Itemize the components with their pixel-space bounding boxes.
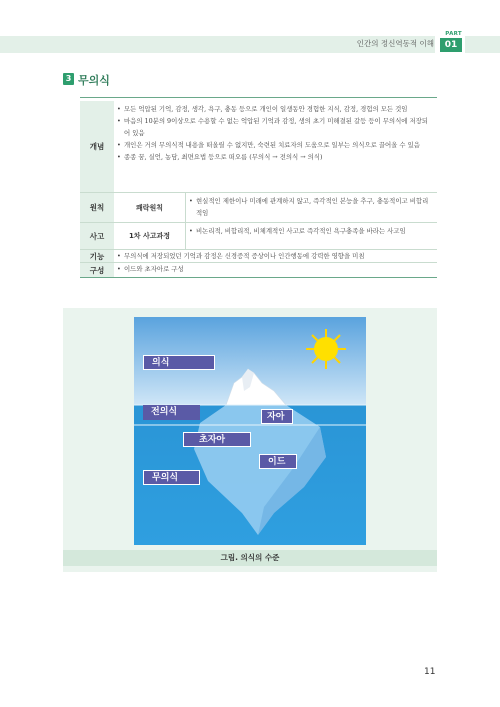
iceberg-figure	[63, 308, 437, 572]
bullet-item: • 종종 꿈, 실언, 농담, 최면요법 등으로 떠오름 (무의식 → 전의식 → 의식)	[117, 151, 433, 163]
row-subhead-thinking: 1차 사고과정	[114, 223, 186, 249]
table-row-thinking	[80, 223, 437, 250]
label-superego: 초자아	[183, 432, 251, 447]
label-preconscious: 전의식	[143, 405, 200, 420]
row-head-principle: 원칙	[80, 193, 114, 222]
part-label: PART	[445, 31, 462, 37]
row-head-structure: 구성	[80, 263, 114, 277]
running-header-title: 인간의 정신역동적 이해	[356, 39, 434, 48]
bullet-item: • 무의식에 저장되었던 기억과 감정은 신경증적 증상이나 인간행동에 강력한 영향을 미침	[117, 250, 433, 262]
sun-core	[314, 337, 338, 361]
bullet-item: • 개인은 거의 무의식적 내용을 떠올릴 수 없지만, 숙련된 치료자의 도움으로 일부는 의식으로 끌어올 수 있음	[117, 139, 433, 151]
label-conscious: 의식	[143, 355, 215, 370]
table-row-structure	[80, 263, 437, 277]
label-ego: 자아	[261, 409, 293, 424]
row-head-thinking: 사고	[80, 223, 114, 249]
bullet-item: • 현실적인 제한이나 미래에 관계하지 않고, 즉각적인 본능을 추구, 충동적이고 비합리적임	[189, 195, 433, 219]
concept-table	[80, 97, 437, 278]
row-body-structure	[114, 263, 437, 277]
row-head-concept: 개념	[80, 101, 114, 192]
row-body-thinking	[186, 223, 437, 249]
bullet-item: • 이드와 초자아로 구성	[117, 263, 433, 275]
part-number-badge: 01	[440, 38, 462, 52]
table-row-concept	[80, 98, 437, 193]
table-row-principle	[80, 193, 437, 223]
page-number: 11	[424, 667, 436, 677]
row-body-principle	[186, 193, 437, 222]
table-row-function	[80, 250, 437, 263]
iceberg-illustration	[134, 317, 366, 545]
row-head-function: 기능	[80, 250, 114, 262]
row-body-function	[114, 250, 437, 262]
section-title: 무의식	[78, 74, 110, 87]
row-subhead-principle: 쾌락원칙	[114, 193, 186, 222]
label-id: 이드	[259, 454, 297, 469]
section-number-badge: 3	[63, 73, 74, 85]
row-body-concept	[114, 101, 437, 192]
figure-caption: 그림. 의식의 수준	[63, 550, 437, 566]
bullet-item: • 모든 억압된 기억, 감정, 생각, 욕구, 충동 등으로 개인이 일생동안 경험한 지식, 감정, 경험의 모든 것임	[117, 103, 433, 115]
bullet-item: • 마음의 10분의 9이상으로 수용할 수 없는 억압된 기억과 감정, 생의 초기 미해결된 갈등 등이 무의식에 저장되어 있음	[117, 115, 433, 139]
label-unconscious: 무의식	[143, 470, 200, 485]
bullet-item: • 비논리적, 비합리적, 비체계적인 사고로 즉각적인 욕구충족을 바라는 사고임	[189, 225, 433, 237]
